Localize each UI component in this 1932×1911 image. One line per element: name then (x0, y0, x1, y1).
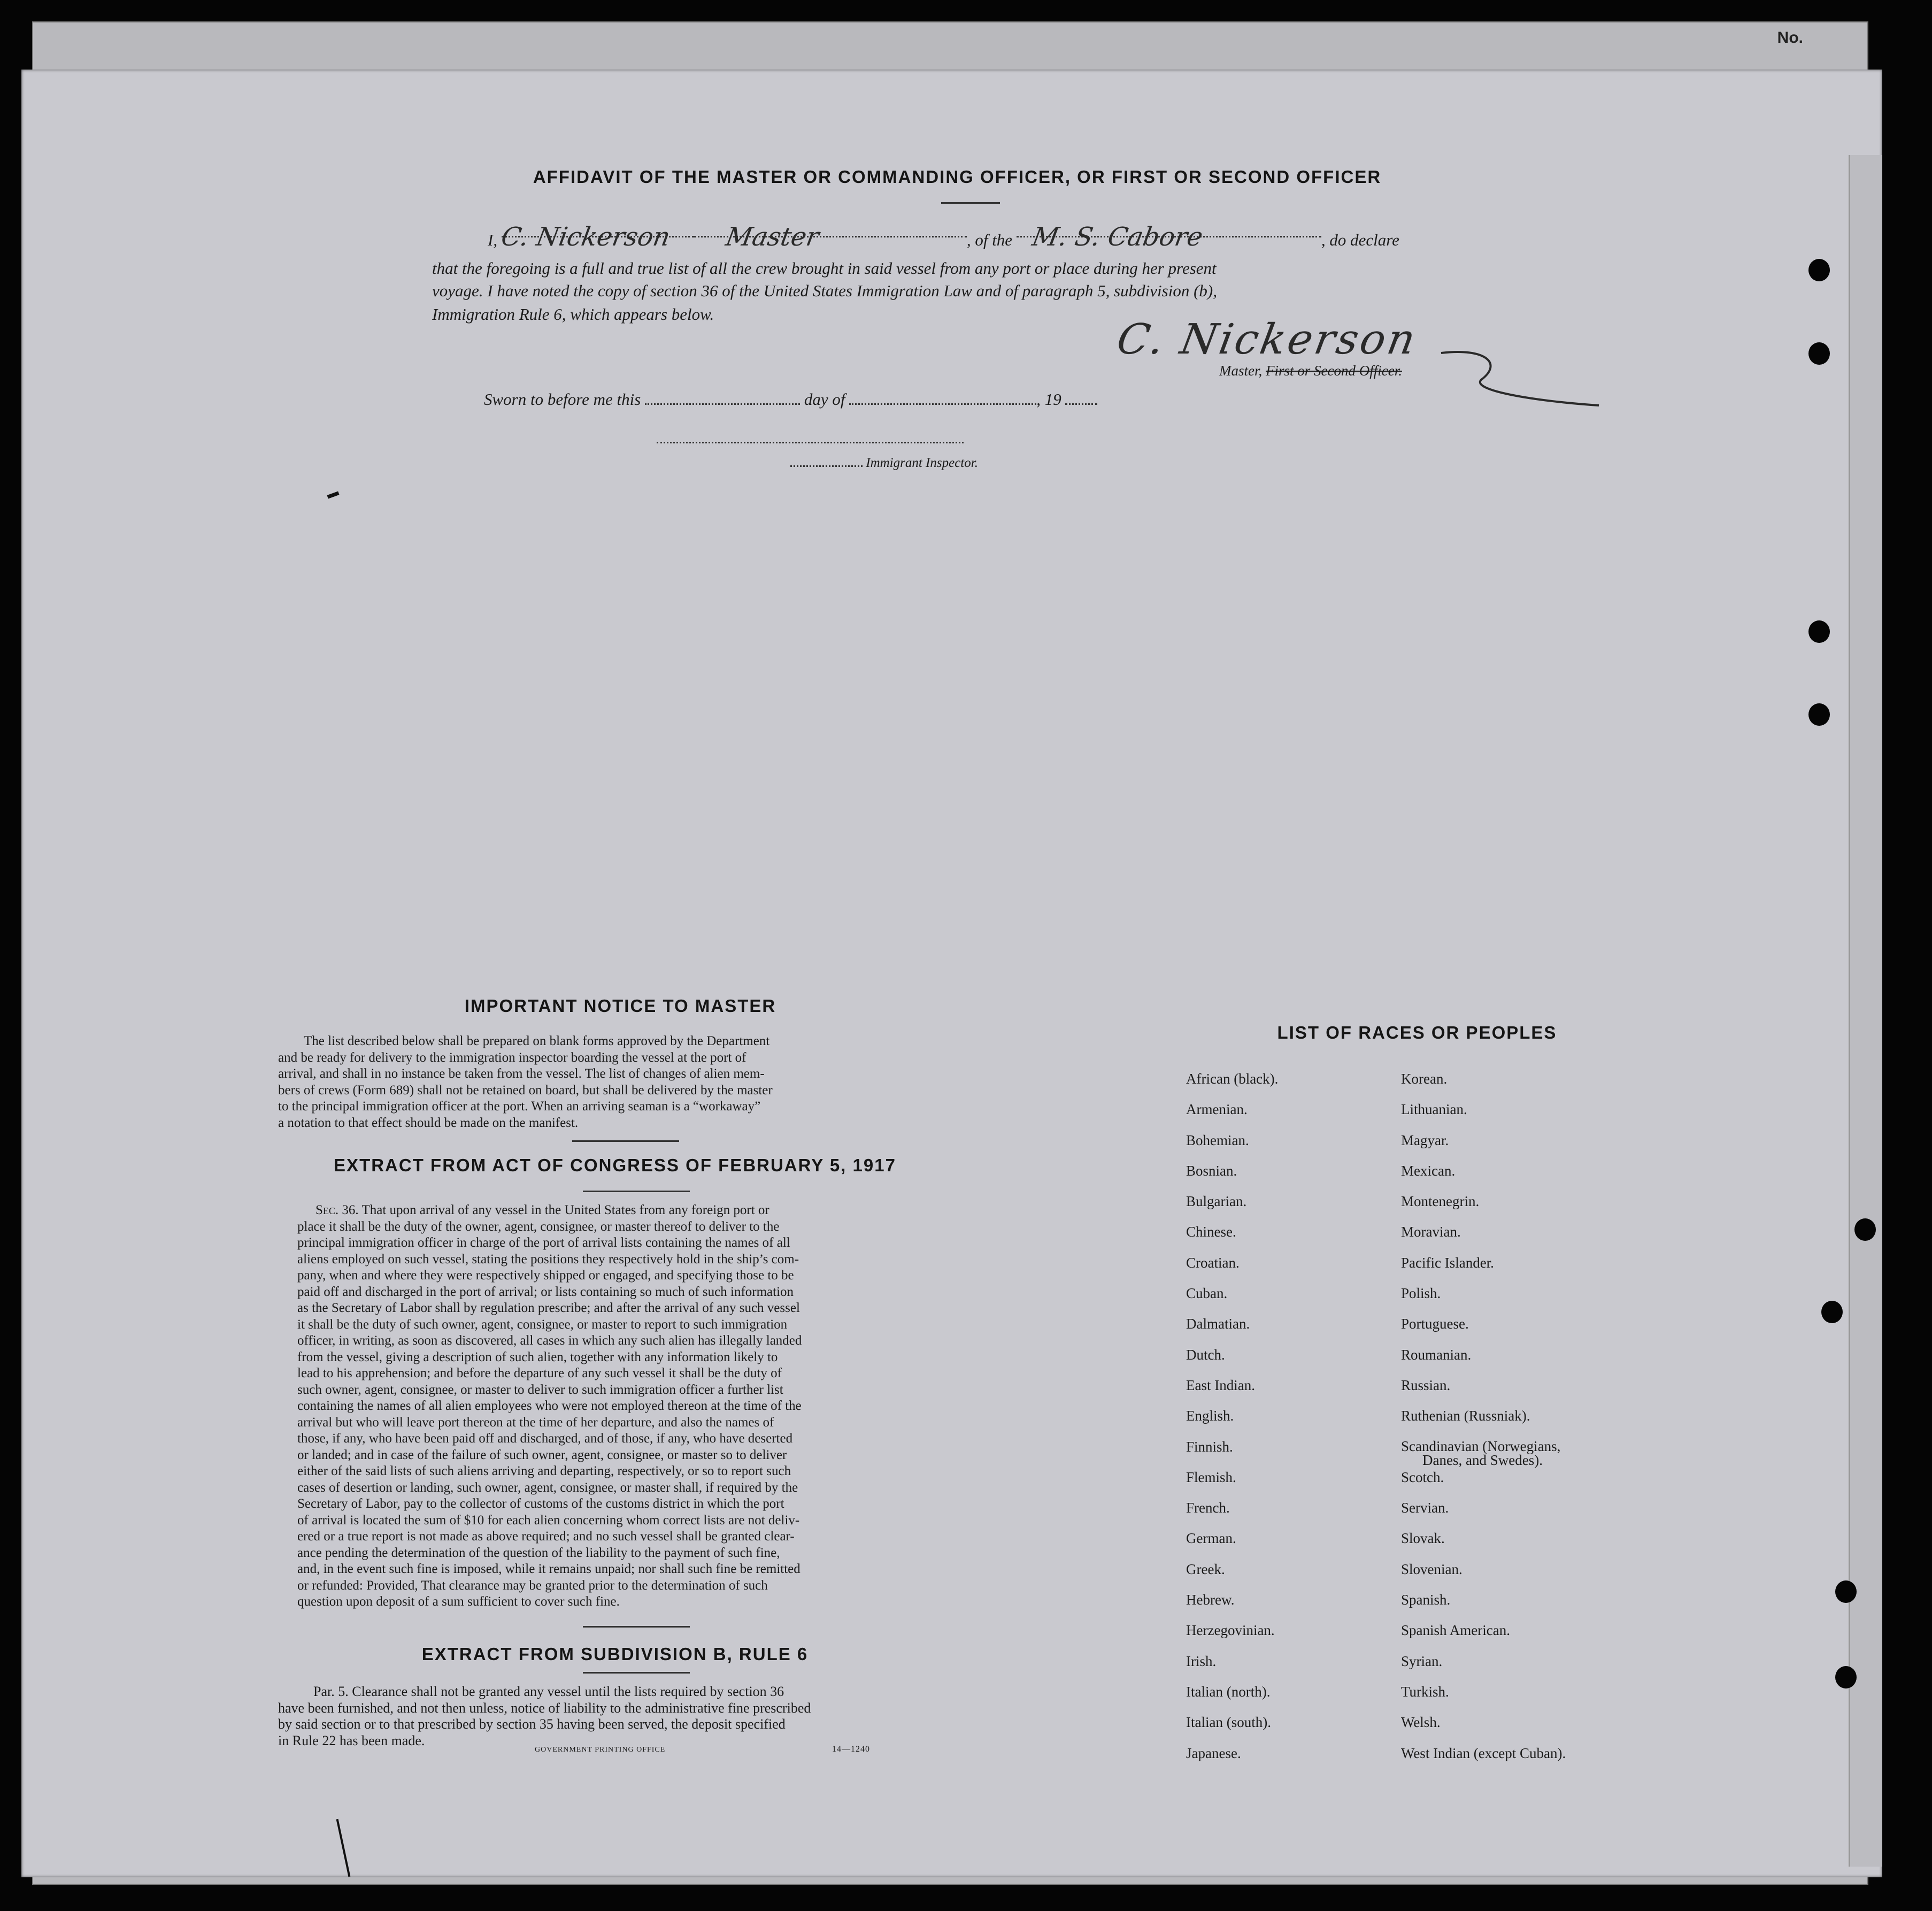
affidavit-line-4: Immigration Rule 6, which appears below. (432, 305, 714, 324)
act-line: as the Secretary of Labor shall by regulation prescribe; and after the arrival of any such vessel (297, 1301, 800, 1315)
inspector-signature-line (657, 442, 964, 443)
act-line: officer, in writing, as soon as discovered, all cases in which any such alien has illegally landed (297, 1333, 802, 1348)
act-line: and, in the event such fine is imposed, while it remains unpaid; nor shall such fine be remitted (297, 1562, 800, 1576)
race-item: Montenegrin. (1401, 1193, 1480, 1210)
race-item: German. (1186, 1530, 1236, 1547)
race-item: Italian (north). (1186, 1683, 1271, 1700)
act-line: those, if any, who have been paid off and discharged, and of those, if any, who have deserted (297, 1431, 793, 1446)
race-item: Spanish. (1401, 1592, 1451, 1608)
inspector-name-field (790, 456, 863, 467)
punch-hole-icon (1808, 342, 1830, 365)
act-line: cases of desertion or landing, such owner, agent, consignee, or master shall, if required by the (297, 1480, 798, 1495)
race-item: Dutch. (1186, 1346, 1225, 1363)
race-item: Chinese. (1186, 1224, 1236, 1240)
notice-line: a notation to that effect should be made on the manifest. (278, 1115, 579, 1130)
race-item: French. (1186, 1500, 1230, 1516)
notice-line: to the principal immigration officer at the port. When an arriving seaman is a “workaway” (278, 1099, 761, 1114)
sworn-day-field (645, 389, 800, 405)
race-item: Russian. (1401, 1377, 1451, 1393)
caption-struck-officer: First or Second Officer. (1266, 363, 1402, 379)
race-item: Magyar. (1401, 1132, 1449, 1148)
affidavit-rule (941, 202, 1000, 204)
race-item: East Indian. (1186, 1377, 1255, 1393)
notice-body (278, 1033, 898, 1131)
affidavit-line-2: that the foregoing is a full and true list of all the crew brought in said vessel from any port or place during her present (432, 259, 1217, 278)
race-item-line: Scandinavian (Norwegians, (1401, 1438, 1561, 1454)
notice-line: The list described below shall be prepared on blank forms approved by the Department (304, 1034, 770, 1048)
notice-title: IMPORTANT NOTICE TO MASTER (464, 996, 776, 1016)
act-line: containing the names of all alien employees who were not employed thereon at the time of the (297, 1399, 802, 1413)
act-body (297, 1202, 898, 1610)
race-item: Dalmatian. (1186, 1316, 1250, 1332)
race-item: Bohemian. (1186, 1132, 1249, 1148)
race-item-continuation: Danes, and Swedes). (1422, 1452, 1543, 1468)
punch-hole-icon (1835, 1666, 1857, 1689)
sworn-day-label: day of (804, 390, 845, 409)
sworn-year-label: , 19 (1036, 390, 1061, 409)
race-item: Slovenian. (1401, 1561, 1463, 1577)
master-name-handwritten: C. Nickerson (498, 222, 673, 252)
act-line: That upon arrival of any vessel in the United States from any foreign port or (361, 1203, 769, 1217)
race-item: Italian (south). (1186, 1714, 1271, 1731)
form-number: 14—1240 (832, 1745, 870, 1754)
race-item: Mexican. (1401, 1162, 1456, 1179)
race-item (1401, 1439, 1566, 1470)
race-item: Polish. (1401, 1285, 1441, 1302)
act-line: aliens employed on such vessel, stating the positions they respectively hold in the ship’s com- (297, 1252, 799, 1267)
rule-line: in Rule 22 has been made. (278, 1732, 425, 1748)
of-the-text: , of the (966, 231, 1013, 249)
race-item: Bosnian. (1186, 1162, 1237, 1179)
master-position-field (694, 222, 967, 252)
race-item: African (black). (1186, 1071, 1279, 1087)
race-item: Greek. (1186, 1561, 1225, 1577)
race-item: Spanish American. (1401, 1622, 1510, 1639)
affidavit-line-3: voyage. I have noted the copy of section 36 of the United States Immigration Law and of paragraph 5, subdivision (b), (432, 281, 1217, 300)
race-item: Turkish. (1401, 1683, 1449, 1700)
act-line: ered or a true report is not made as above required; and no such vessel shall be granted clear- (297, 1529, 795, 1544)
races-title: LIST OF RACES OR PEOPLES (1277, 1023, 1557, 1042)
race-item: Portuguese. (1401, 1316, 1469, 1332)
inspector-label-text: Immigrant Inspector. (866, 456, 978, 470)
race-item: English. (1186, 1408, 1234, 1424)
act-line: ance pending the determination of the question of the liability to the payment of such fine, (297, 1545, 780, 1560)
act-line: paid off and discharged in the port of arrival; or lists containing so much of such information (297, 1284, 794, 1299)
act-line: of arrival is located the sum of $10 for each alien concerning whom correct lists are not deliv- (297, 1513, 800, 1528)
printer-imprint: GOVERNMENT PRINTING OFFICE (535, 1746, 666, 1754)
vessel-name-field (1017, 222, 1321, 252)
act-line: or refunded: Provided, That clearance may be granted prior to the determination of such (297, 1578, 768, 1593)
punch-hole-icon (1854, 1218, 1876, 1241)
act-line: it shall be the duty of such owner, agent, consignee, or master to report to such immigration (297, 1317, 788, 1332)
race-item: Irish. (1186, 1653, 1217, 1669)
punch-hole-icon (1808, 259, 1830, 281)
master-name-field (498, 222, 694, 252)
notice-rule (572, 1140, 679, 1142)
act-line: from the vessel, giving a description of such alien, together with any information likely to (297, 1349, 778, 1364)
race-item: Cuban. (1186, 1285, 1228, 1302)
page-edge-strip (1849, 155, 1882, 1867)
punch-hole-icon (1821, 1301, 1843, 1323)
affidavit-declaration-line (488, 222, 1399, 250)
affidavit-i-prefix: I, (488, 231, 498, 249)
race-item: Moravian. (1401, 1224, 1461, 1240)
race-item: Bulgarian. (1186, 1193, 1247, 1210)
master-signature-handwritten: C. Nickerson (1113, 316, 1421, 364)
act-line: principal immigration officer in charge of the port of arrival lists containing the names of all (297, 1235, 790, 1250)
race-item: Servian. (1401, 1500, 1449, 1516)
act-end-rule (583, 1626, 690, 1628)
rule-line: have been furnished, and not then unless, notice of liability to the administrative fine prescribed (278, 1700, 811, 1716)
race-item: Scotch. (1401, 1469, 1444, 1485)
do-declare-text: , do declare (1321, 231, 1399, 249)
act-line: pany, when and where they were respectively shipped or engaged, and specifying those to be (297, 1268, 794, 1283)
race-item: Lithuanian. (1401, 1101, 1467, 1118)
race-item: Japanese. (1186, 1745, 1241, 1761)
races-left-column (1186, 1071, 1278, 1776)
act-line: such owner, agent, consignee, or master to deliver to such immigration officer a further list (297, 1382, 783, 1397)
sworn-month-field (849, 389, 1036, 405)
rule-line: by said section or to that prescribed by section 35 having been served, the deposit specified (278, 1716, 786, 1732)
race-item: Syrian. (1401, 1653, 1443, 1669)
act-line: question upon deposit of a sum sufficient to cover such fine. (297, 1594, 620, 1609)
race-item: Hebrew. (1186, 1592, 1235, 1608)
race-item: West Indian (except Cuban). (1401, 1745, 1566, 1761)
sworn-line (484, 389, 1097, 409)
race-item: Welsh. (1401, 1714, 1441, 1731)
race-item: Herzegovinian. (1186, 1622, 1275, 1639)
act-line: place it shall be the duty of the owner, agent, consignee, or master thereof to deliver to the (297, 1219, 780, 1234)
affidavit-title: AFFIDAVIT OF THE MASTER OR COMMANDING OFFICER, OR FIRST OR SECOND OFFICER (533, 167, 1382, 187)
notice-line: and be ready for delivery to the immigration inspector boarding the vessel at the port of (278, 1050, 746, 1065)
act-line: either of the said lists of such aliens arriving and departing, respectively, or so to report such (297, 1464, 791, 1478)
race-item: Roumanian. (1401, 1346, 1472, 1363)
act-extract-title: EXTRACT FROM ACT OF CONGRESS OF FEBRUARY 5, 1917 (334, 1155, 896, 1175)
race-item: Armenian. (1186, 1101, 1248, 1118)
vessel-name-handwritten: M. S. Cabore (1029, 222, 1205, 252)
race-item: Pacific Islander. (1401, 1254, 1494, 1271)
master-signature (1113, 316, 1460, 364)
punch-hole-icon (1808, 620, 1830, 643)
signature-flourish (1438, 342, 1604, 412)
punch-hole-icon (1835, 1580, 1857, 1603)
act-line: Secretary of Labor, pay to the collector of customs of the customs district in which the port (297, 1496, 784, 1511)
act-line: arrival but who will leave port thereon at the time of her departure, and also the names of (297, 1415, 774, 1430)
race-item: Korean. (1401, 1071, 1448, 1087)
act-line-first (297, 1202, 898, 1219)
race-item: Ruthenian (Russniak). (1401, 1408, 1530, 1424)
punch-hole-icon (1808, 703, 1830, 726)
back-sheet-number-label: No. (1777, 29, 1803, 47)
sworn-prefix: Sworn to before me this (484, 390, 641, 409)
race-item: Finnish. (1186, 1438, 1233, 1455)
act-sec-label: Sec. 36. (315, 1203, 359, 1217)
act-line: or landed; and in case of the failure of such owner, agent, consignee, or master so to deliver (297, 1447, 787, 1462)
races-right-column (1401, 1071, 1566, 1776)
master-position-handwritten: Master (723, 222, 821, 252)
notice-line: bers of crews (Form 689) shall not be retained on board, but shall be delivered by the master (278, 1083, 773, 1098)
rule-extract-title: EXTRACT FROM SUBDIVISION B, RULE 6 (421, 1644, 809, 1664)
rule-body (278, 1684, 898, 1749)
rule-line: Par. 5. Clearance shall not be granted any vessel until the lists required by section 36 (313, 1684, 784, 1699)
act-rule (583, 1191, 690, 1192)
sworn-year-field (1065, 389, 1097, 405)
race-item: Croatian. (1186, 1254, 1240, 1271)
race-item: Flemish. (1186, 1469, 1236, 1485)
caption-master: Master, (1219, 363, 1263, 379)
notice-line: arrival, and shall in no instance be taken from the vessel. The list of changes of alien mem- (278, 1066, 765, 1081)
inspector-label (790, 456, 978, 471)
signature-caption (1219, 363, 1402, 379)
race-item: Slovak. (1401, 1530, 1445, 1547)
rule-rule (583, 1672, 690, 1674)
act-line: lead to his apprehension; and before the departure of any such vessel it shall be the duty of (297, 1366, 782, 1380)
